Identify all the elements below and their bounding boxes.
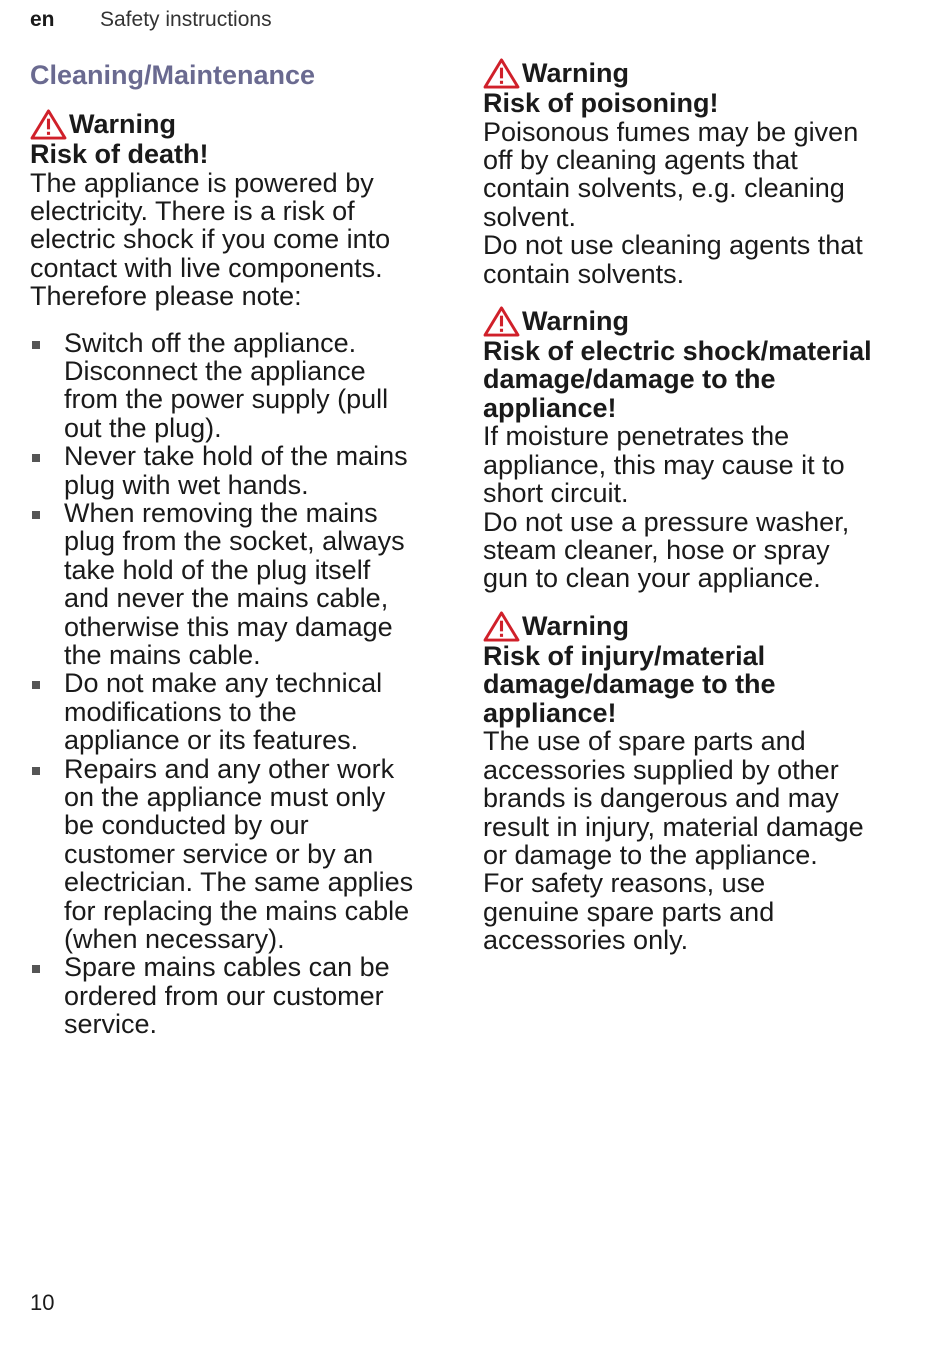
warning-label: Warning bbox=[522, 305, 629, 336]
text-line: appliance or its features. bbox=[64, 725, 359, 756]
text-line: and never the mains cable, bbox=[64, 583, 389, 614]
risk-title bbox=[483, 642, 903, 728]
text-line: Risk of injury/material bbox=[483, 640, 766, 671]
risk-title bbox=[483, 337, 903, 423]
text-line: Never take hold of the mains bbox=[64, 441, 408, 472]
warning-triangle-icon bbox=[483, 306, 520, 337]
risk-title: Risk of death! bbox=[30, 139, 209, 169]
text-line: Risk of poisoning! bbox=[483, 88, 719, 118]
text-line: Do not make any technical bbox=[64, 668, 383, 699]
text-line: take hold of the plug itself bbox=[64, 554, 371, 585]
left-column bbox=[30, 58, 450, 1039]
text-line: be conducted by our bbox=[64, 810, 309, 841]
text-line: the mains cable. bbox=[64, 640, 261, 670]
text-line: Repairs and any other work bbox=[64, 753, 395, 784]
warning-triangle-icon bbox=[483, 58, 520, 89]
text-line: short circuit. bbox=[483, 478, 629, 509]
risk-title bbox=[483, 89, 903, 118]
safety-list bbox=[30, 329, 450, 1039]
square-bullet-icon bbox=[32, 454, 40, 462]
language-code: en bbox=[30, 8, 55, 31]
warning-label: Warning bbox=[69, 109, 176, 139]
text-line: (when necessary). bbox=[64, 924, 285, 955]
text-line: appliance! bbox=[483, 697, 617, 728]
text-line: Poisonous fumes may be given bbox=[483, 116, 859, 147]
text-line: brands is dangerous and may bbox=[483, 783, 839, 814]
list-item bbox=[30, 669, 450, 754]
text-line: contain solvents. bbox=[483, 258, 685, 289]
square-bullet-icon bbox=[32, 511, 40, 519]
list-item bbox=[30, 953, 450, 1038]
text-line: contain solvents, e.g. cleaning bbox=[483, 173, 845, 204]
text-line: plug with wet hands. bbox=[64, 469, 309, 500]
text-line: genuine spare parts and bbox=[483, 896, 775, 927]
warning-heading bbox=[30, 109, 450, 140]
text-line: gun to clean your appliance. bbox=[483, 563, 821, 594]
text-line: steam cleaner, hose or spray bbox=[483, 535, 830, 566]
text-line: Disconnect the appliance bbox=[64, 355, 366, 386]
warning-text bbox=[483, 727, 903, 954]
text-line: contact with live components. bbox=[30, 252, 383, 283]
warning-block-poisoning bbox=[483, 58, 903, 288]
list-item bbox=[30, 442, 450, 499]
warning-text bbox=[30, 169, 450, 311]
warning-triangle-icon bbox=[30, 109, 67, 140]
warning-text bbox=[483, 422, 903, 592]
text-line: solvent. bbox=[483, 201, 577, 232]
text-line: appliance! bbox=[483, 392, 617, 423]
header-title: Safety instructions bbox=[100, 8, 272, 31]
text-line: electric shock if you come into bbox=[30, 224, 391, 255]
text-line: modifications to the bbox=[64, 696, 297, 727]
square-bullet-icon bbox=[32, 681, 40, 689]
text-line: result in injury, material damage bbox=[483, 811, 864, 842]
text-line: ordered from our customer bbox=[64, 980, 384, 1011]
text-line: on the appliance must only bbox=[64, 782, 386, 813]
text-line: The appliance is powered by bbox=[30, 167, 374, 198]
warning-block-electric-shock bbox=[483, 306, 903, 593]
text-line: off by cleaning agents that bbox=[483, 144, 798, 175]
text-line: Therefore please note: bbox=[30, 281, 302, 312]
square-bullet-icon bbox=[32, 965, 40, 973]
right-column bbox=[483, 58, 903, 973]
text-line: electrician. The same applies bbox=[64, 867, 414, 898]
list-item bbox=[30, 755, 450, 954]
text-line: for replacing the mains cable bbox=[64, 895, 410, 926]
text-line: Switch off the appliance. bbox=[64, 327, 357, 358]
text-line: The use of spare parts and bbox=[483, 726, 806, 757]
text-line: appliance, this may cause it to bbox=[483, 449, 845, 480]
section-title: Cleaning/Maintenance bbox=[30, 60, 316, 90]
warning-heading bbox=[483, 306, 903, 337]
warning-text bbox=[483, 118, 903, 288]
text-line: damage/damage to the bbox=[483, 364, 776, 395]
text-line: Spare mains cables can be bbox=[64, 952, 390, 983]
page-number: 10 bbox=[30, 1290, 55, 1315]
text-line: accessories only. bbox=[483, 925, 689, 956]
warning-label: Warning bbox=[522, 610, 629, 641]
text-line: damage/damage to the bbox=[483, 669, 776, 700]
warning-label: Warning bbox=[522, 58, 629, 88]
list-item bbox=[30, 329, 450, 443]
square-bullet-icon bbox=[32, 767, 40, 775]
warning-block-death bbox=[30, 109, 450, 1039]
text-line: electricity. There is a risk of bbox=[30, 195, 355, 226]
text-line: customer service or by an bbox=[64, 838, 374, 869]
square-bullet-icon bbox=[32, 341, 40, 349]
warning-triangle-icon bbox=[483, 611, 520, 642]
text-line: When removing the mains bbox=[64, 497, 378, 528]
text-line: from the power supply (pull bbox=[64, 384, 389, 415]
text-line: If moisture penetrates the bbox=[483, 421, 790, 452]
text-line: plug from the socket, always bbox=[64, 526, 405, 557]
text-line: out the plug). bbox=[64, 412, 222, 443]
text-line: service. bbox=[64, 1009, 158, 1040]
warning-heading bbox=[483, 611, 903, 642]
text-line: or damage to the appliance. bbox=[483, 840, 818, 870]
list-item bbox=[30, 499, 450, 669]
text-line: Do not use cleaning agents that bbox=[483, 230, 863, 261]
text-line: Risk of electric shock/material bbox=[483, 335, 872, 366]
text-line: For safety reasons, use bbox=[483, 868, 766, 899]
warning-block-injury bbox=[483, 611, 903, 955]
text-line: otherwise this may damage bbox=[64, 611, 393, 642]
text-line: accessories supplied by other bbox=[483, 754, 839, 785]
warning-heading bbox=[483, 58, 903, 89]
text-line: Do not use a pressure washer, bbox=[483, 506, 850, 537]
